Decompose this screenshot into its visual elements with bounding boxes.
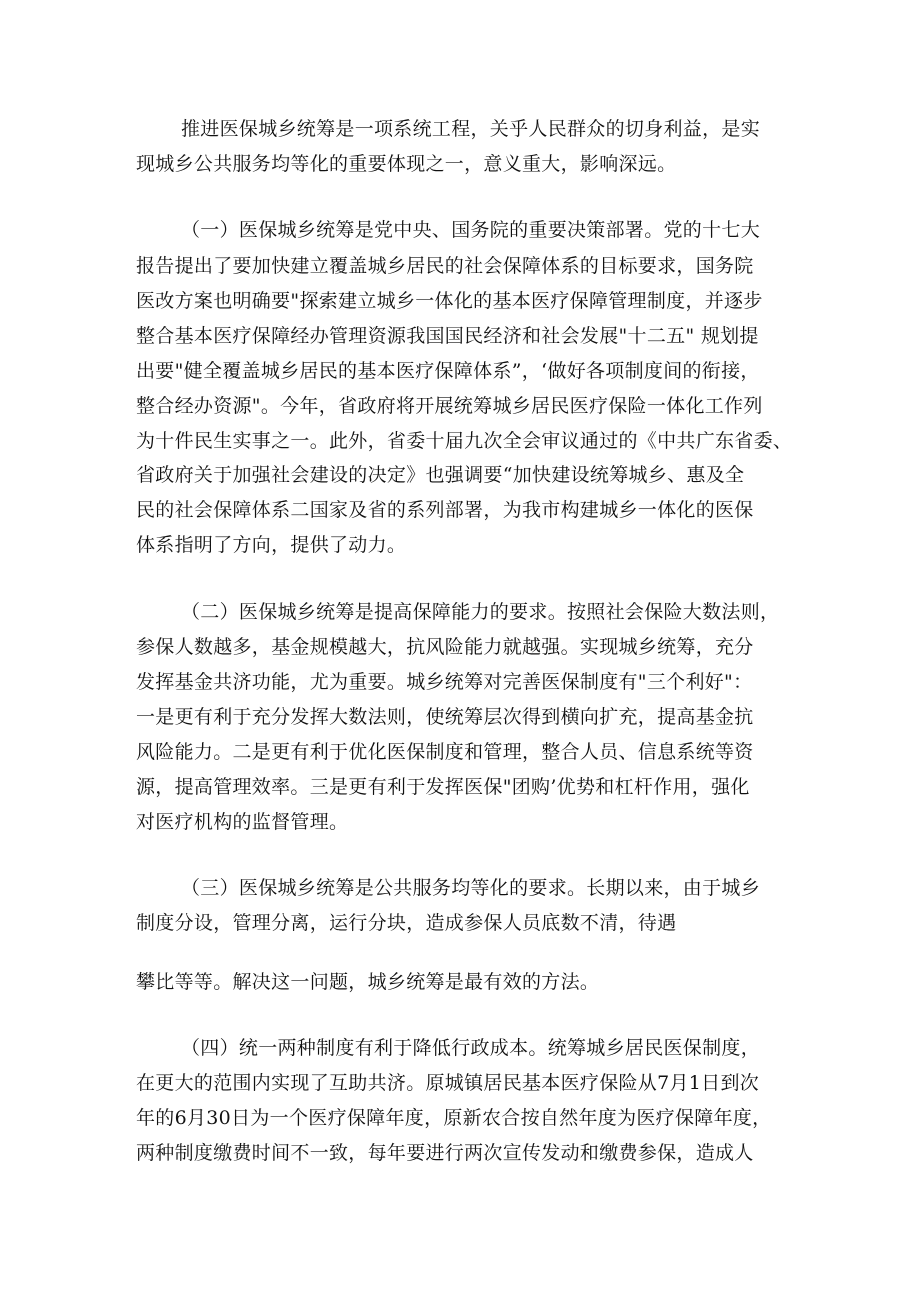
paragraph-2-line-2: 报告提出了要加快建立覆盖城乡居民的社会保障体系的目标要求，国务院: [136, 255, 754, 277]
paragraph-2-line-8: 省政府关于加强社会建设的决定》也强调要“加快建设统筹城乡、惠及全: [136, 464, 745, 486]
paragraph-5-line-2: 在更大的范围内实现了互助共济。原城镇居民基本医疗保险从7月1日到次: [136, 1072, 760, 1094]
paragraph-3-line-7: 对医疗机构的监督管理。: [136, 811, 349, 833]
paragraph-2-line-5: 出要"健全覆盖城乡居民的基本医疗保障体系”，‘做好各项制度间的衔接，: [136, 360, 760, 382]
paragraph-3-line-6: 源，提高管理效率。三是更有利于发挥医保"团购’优势和杠杆作用，强化: [136, 776, 750, 798]
paragraph-5-line-4: 两种制度缴费时间不一致，每年要进行两次宣传发动和缴费参保，造成人: [136, 1142, 754, 1164]
paragraph-2-line-3: 医改方案也明确要"探索建立城乡一体化的基本医疗保障管理制度，并逐步: [136, 290, 763, 312]
paragraph-4-line-3: 攀比等等。解决这一问题，城乡统筹是最有效的方法。: [136, 971, 600, 993]
paragraph-1-line-1: 推进医保城乡统筹是一项系统工程，关乎人民群众的切身利益，是实: [181, 118, 761, 140]
paragraph-3-line-2: 参保人数越多，基金规模越大，抗风险能力就越强。实现城乡统筹，充分: [136, 636, 754, 658]
paragraph-2-line-4: 整合基本医疗保障经办管理资源我国国民经济和社会发展"十二五" 规划提: [136, 325, 759, 347]
paragraph-1-line-2: 现城乡公共服务均等化的重要体现之一，意义重大，影响深远。: [136, 153, 677, 175]
paragraph-5-line-3: 年的6月30日为一个医疗保障年度，原新农合按自然年度为医疗保障年度，: [136, 1107, 772, 1129]
paragraph-3-line-4: 一是更有利于充分发挥大数法则，使统筹层次得到横向扩充，提高基金抗: [136, 706, 754, 728]
paragraph-2-line-7: 为十件民生实事之一。此外，省委十届九次全会审议通过的《中共广东省委、: [136, 430, 793, 452]
paragraph-2-line-9: 民的社会保障体系二国家及省的系列部署，为我市构建城乡一体化的医保: [136, 499, 754, 521]
paragraph-5-line-1: （四）统一两种制度有利于降低行政成本。统筹城乡居民医保制度，: [181, 1037, 761, 1059]
paragraph-4-line-2: 制度分设，管理分离，运行分块，造成参保人员底数不清，待遇: [136, 912, 677, 934]
paragraph-3-line-1: （二）医保城乡统筹是提高保障能力的要求。按照社会保险大数法则，: [181, 601, 780, 623]
paragraph-2-line-10: 体系指明了方向，提供了动力。: [136, 534, 407, 556]
paragraph-3-line-3: 发挥基金共济功能，尤为重要。城乡统筹对完善医保制度有"三个利好"：: [136, 671, 753, 693]
paragraph-2-line-6: 整合经办资源"。今年，省政府将开展统筹城乡居民医疗保险一体化工作列: [136, 395, 763, 417]
paragraph-2-line-1: （一）医保城乡统筹是党中央、国务院的重要决策部署。党的十七大: [181, 219, 761, 241]
paragraph-4-line-1: （三）医保城乡统筹是公共服务均等化的要求。长期以来，由于城乡: [181, 877, 761, 899]
paragraph-3-line-5: 风险能力。二是更有利于优化医保制度和管理，整合人员、信息系统等资: [136, 741, 754, 763]
